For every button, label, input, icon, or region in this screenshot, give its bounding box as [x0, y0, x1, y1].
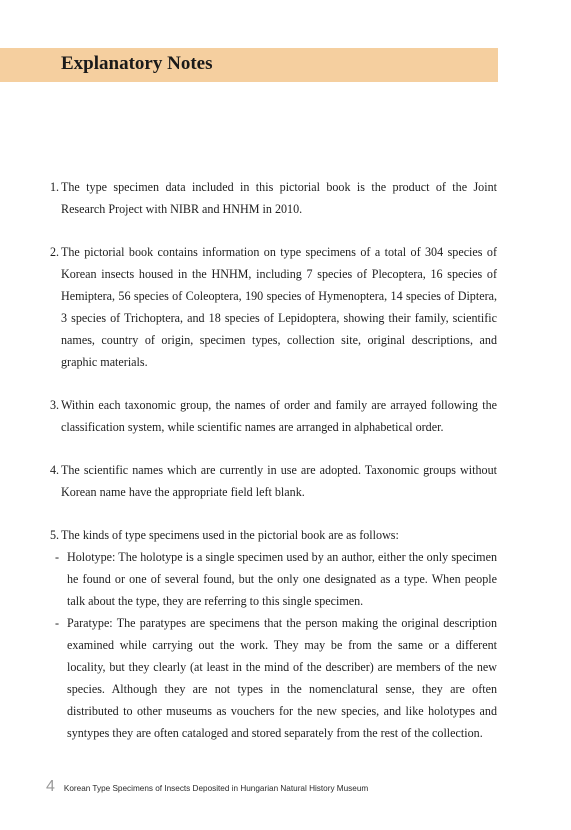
note-item-4: [50, 459, 497, 503]
note-text: The type specimen data included in this pictorial book is the product of the Joint Research Project with NIBR and HNHM in 2010.: [61, 180, 497, 216]
sub-item-paratype: [55, 612, 497, 744]
sub-item-dash: -: [55, 550, 60, 564]
note-item-2: [50, 241, 497, 373]
sub-item-text: Holotype: The holotype is a single specimen used by an author, either the only specimen he found or one of several found, but the only one designated as a type. When people talk about the type, they are referring to this single specimen.: [67, 550, 497, 608]
note-number: 2.: [50, 245, 60, 259]
note-text: The pictorial book contains information on type specimens of a total of 304 species of Korean insects housed in the HNHM, including 7 species of Plecoptera, 16 species of Hemiptera, 56 species of Coleoptera, 190 species of Hymenoptera, 14 species of Diptera, 3 species of Trichoptera, and 18 species of Lepidoptera, showing their family, scientific names, country of origin, specimen types, collection site, original descriptions, and graphic materials.: [61, 245, 497, 369]
note-number: 3.: [50, 398, 60, 412]
note-number: 1.: [50, 180, 60, 194]
note-item-3: [50, 394, 497, 438]
note-text: Within each taxonomic group, the names of order and family are arrayed following the classification system, while scientific names are arranged in alphabetical order.: [61, 398, 497, 434]
note-text: The kinds of type specimens used in the pictorial book are as follows:: [61, 528, 399, 542]
page-footer: [46, 778, 368, 796]
sub-item-text: Paratype: The paratypes are specimens that the person making the original description examined while carrying out the work. They may be from the same or a different locality, but they clearly (at least in the mind of the describer) are members of the new species. Although they are not types in the nomenclatural sense, they are often distributed to other museums as vouchers for the new species, and like holotypes and syntypes they are often cataloged and stored separately from the rest of the collection.: [67, 616, 497, 740]
sub-item-dash: -: [55, 616, 60, 630]
note-number: 5.: [50, 528, 60, 542]
running-title: Korean Type Specimens of Insects Deposited in Hungarian Natural History Museum: [63, 784, 369, 793]
sub-item-holotype: [55, 546, 497, 612]
page-title: Explanatory Notes: [61, 53, 213, 74]
note-number: 4.: [50, 463, 60, 477]
note-text: The scientific names which are currently in use are adopted. Taxonomic groups without Korean name have the appropriate field left blank.: [61, 463, 497, 499]
page-number: 4: [46, 778, 55, 795]
note-item-1: [50, 176, 497, 220]
note-item-5: [50, 524, 497, 744]
notes-list: [50, 176, 497, 744]
